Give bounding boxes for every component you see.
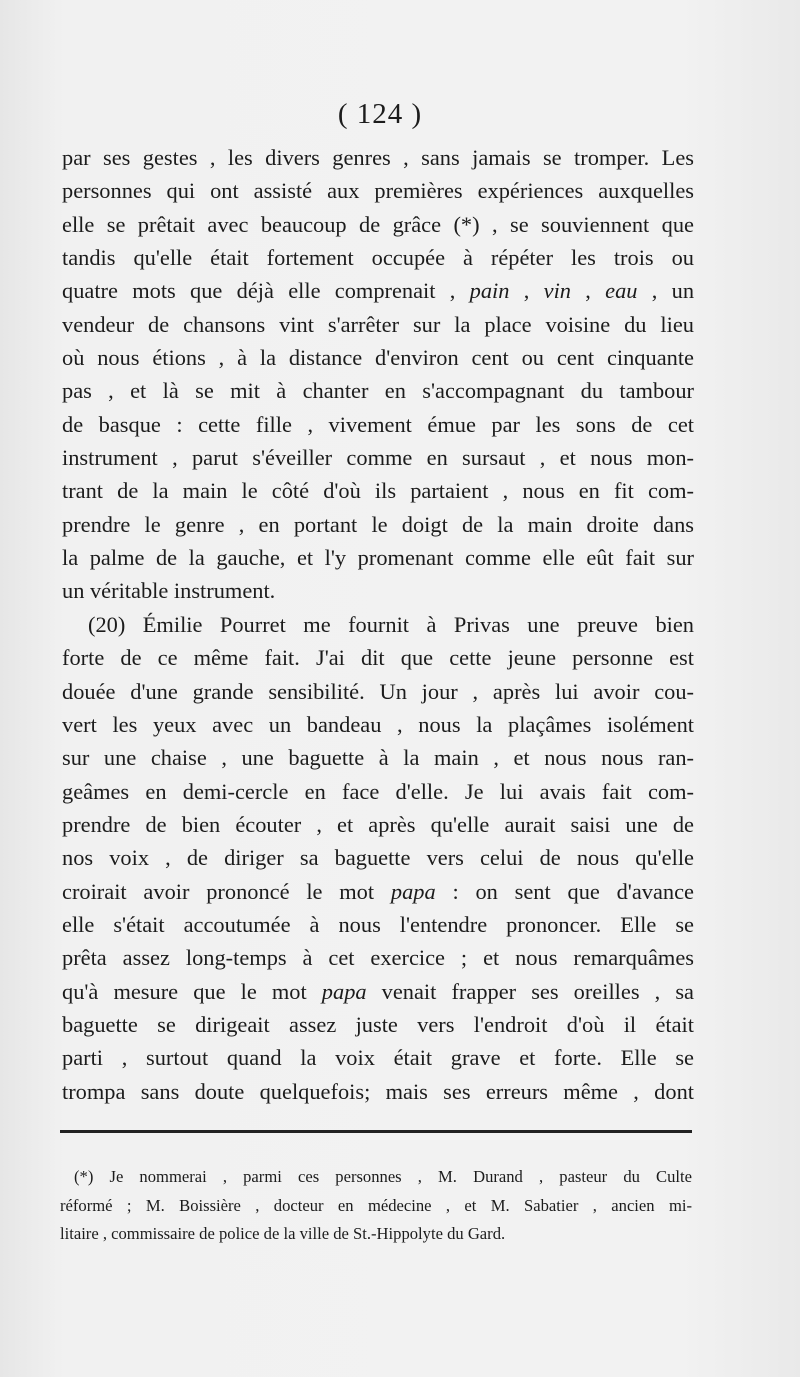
text-line: vendeur de chansons vint s'arrêter sur la place voisine du lieu [62, 311, 694, 337]
text-line: prêta assez long-temps à cet exercice ; et nous remarquâmes [62, 945, 694, 971]
footnote-divider [60, 1130, 692, 1133]
text-line: instrument , parut s'éveiller comme en sursaut , et nous mon- [62, 445, 694, 471]
text-segment: : on sent que d'avance [435, 878, 694, 904]
text-line: nos voix , de diriger sa baguette vers celui de nous qu'elle [62, 845, 694, 871]
italic-word: vin [543, 278, 571, 304]
text-line: elle se prêtait avec beaucoup de grâce (*) , se souviennent que [62, 211, 694, 237]
text-line: par ses gestes , les divers genres , sans jamais se tromper. Les [62, 145, 694, 170]
text-line: forte de ce même fait. J'ai dit que cette jeune personne est [62, 645, 694, 671]
text-segment: , [570, 278, 606, 304]
text-line: vert les yeux avec un bandeau , nous la plaçâmes isolément [62, 711, 694, 737]
text-segment: , [509, 278, 544, 304]
text-line: prendre de bien écouter , et après qu'elle aurait saisi une de [62, 811, 694, 837]
text-segment: croirait avoir prononcé le mot [62, 878, 391, 904]
text-segment: , un [637, 278, 695, 304]
footnote-line: litaire , commissaire de police de la ville de St.-Hippolyte du Gard. [60, 1224, 506, 1243]
italic-word: papa [390, 878, 436, 904]
text-line: pas , et là se mit à chanter en s'accompagnant du tambour [62, 378, 694, 404]
text-line: où nous étions , à la distance d'environ cent ou cent cinquante [62, 345, 694, 371]
text-line: geâmes en demi-cercle en face d'elle. Je lui avais fait com- [62, 778, 694, 804]
text-line: la palme de la gauche, et l'y promenant comme elle eût fait sur [62, 545, 694, 571]
text-line: douée d'une grande sensibilité. Un jour , après lui avoir cou- [62, 678, 694, 704]
italic-word: papa [321, 978, 367, 1004]
text-line [62, 875, 694, 908]
footnote [60, 1163, 692, 1249]
page-number: ( 124 ) [337, 98, 423, 130]
text-line: de basque : cette fille , vivement émue par les sons de cet [62, 411, 694, 437]
text-line: personnes qui ont assisté aux premières expériences auxquelles [62, 178, 694, 204]
text-line: trant de la main le côté d'où ils partaient , nous en fit com- [62, 478, 694, 504]
text-line: sur une chaise , une baguette à la main , et nous nous ran- [62, 745, 694, 771]
text-line: elle s'était accoutumée à nous l'entendre prononcer. Elle se [62, 911, 694, 937]
text-segment: venait frapper ses oreilles , sa [366, 978, 694, 1004]
text-line: baguette se dirigeait assez juste vers l'endroit d'où il était [62, 1011, 694, 1037]
text-line: tandis qu'elle était fortement occupée à répéter les trois ou [62, 245, 694, 271]
italic-word: eau [605, 278, 638, 304]
text-line [62, 274, 694, 307]
italic-word: pain [469, 278, 510, 304]
footnote-line: réformé ; M. Boissière , docteur en médecine , et M. Sabatier , ancien mi- [60, 1195, 692, 1215]
text-line [62, 975, 694, 1008]
text-line: prendre le genre , en portant le doigt de la main droite dans [62, 511, 694, 537]
text-line: un véritable instrument. [62, 578, 276, 604]
footnote-line: (*) Je nommerai , parmi ces personnes , M. Durand , pasteur du Culte [74, 1167, 692, 1186]
text-segment: quatre mots que déjà elle comprenait , [62, 278, 470, 304]
text-line: parti , surtout quand la voix était grave et forte. Elle se [62, 1045, 694, 1071]
text-line: (20) Émilie Pourret me fournit à Privas une preuve bien [88, 611, 694, 637]
text-segment: qu'à mesure que le mot [62, 978, 322, 1004]
text-line: trompa sans doute quelquefois; mais ses erreurs même , dont [62, 1078, 694, 1104]
body-text [62, 141, 694, 1108]
